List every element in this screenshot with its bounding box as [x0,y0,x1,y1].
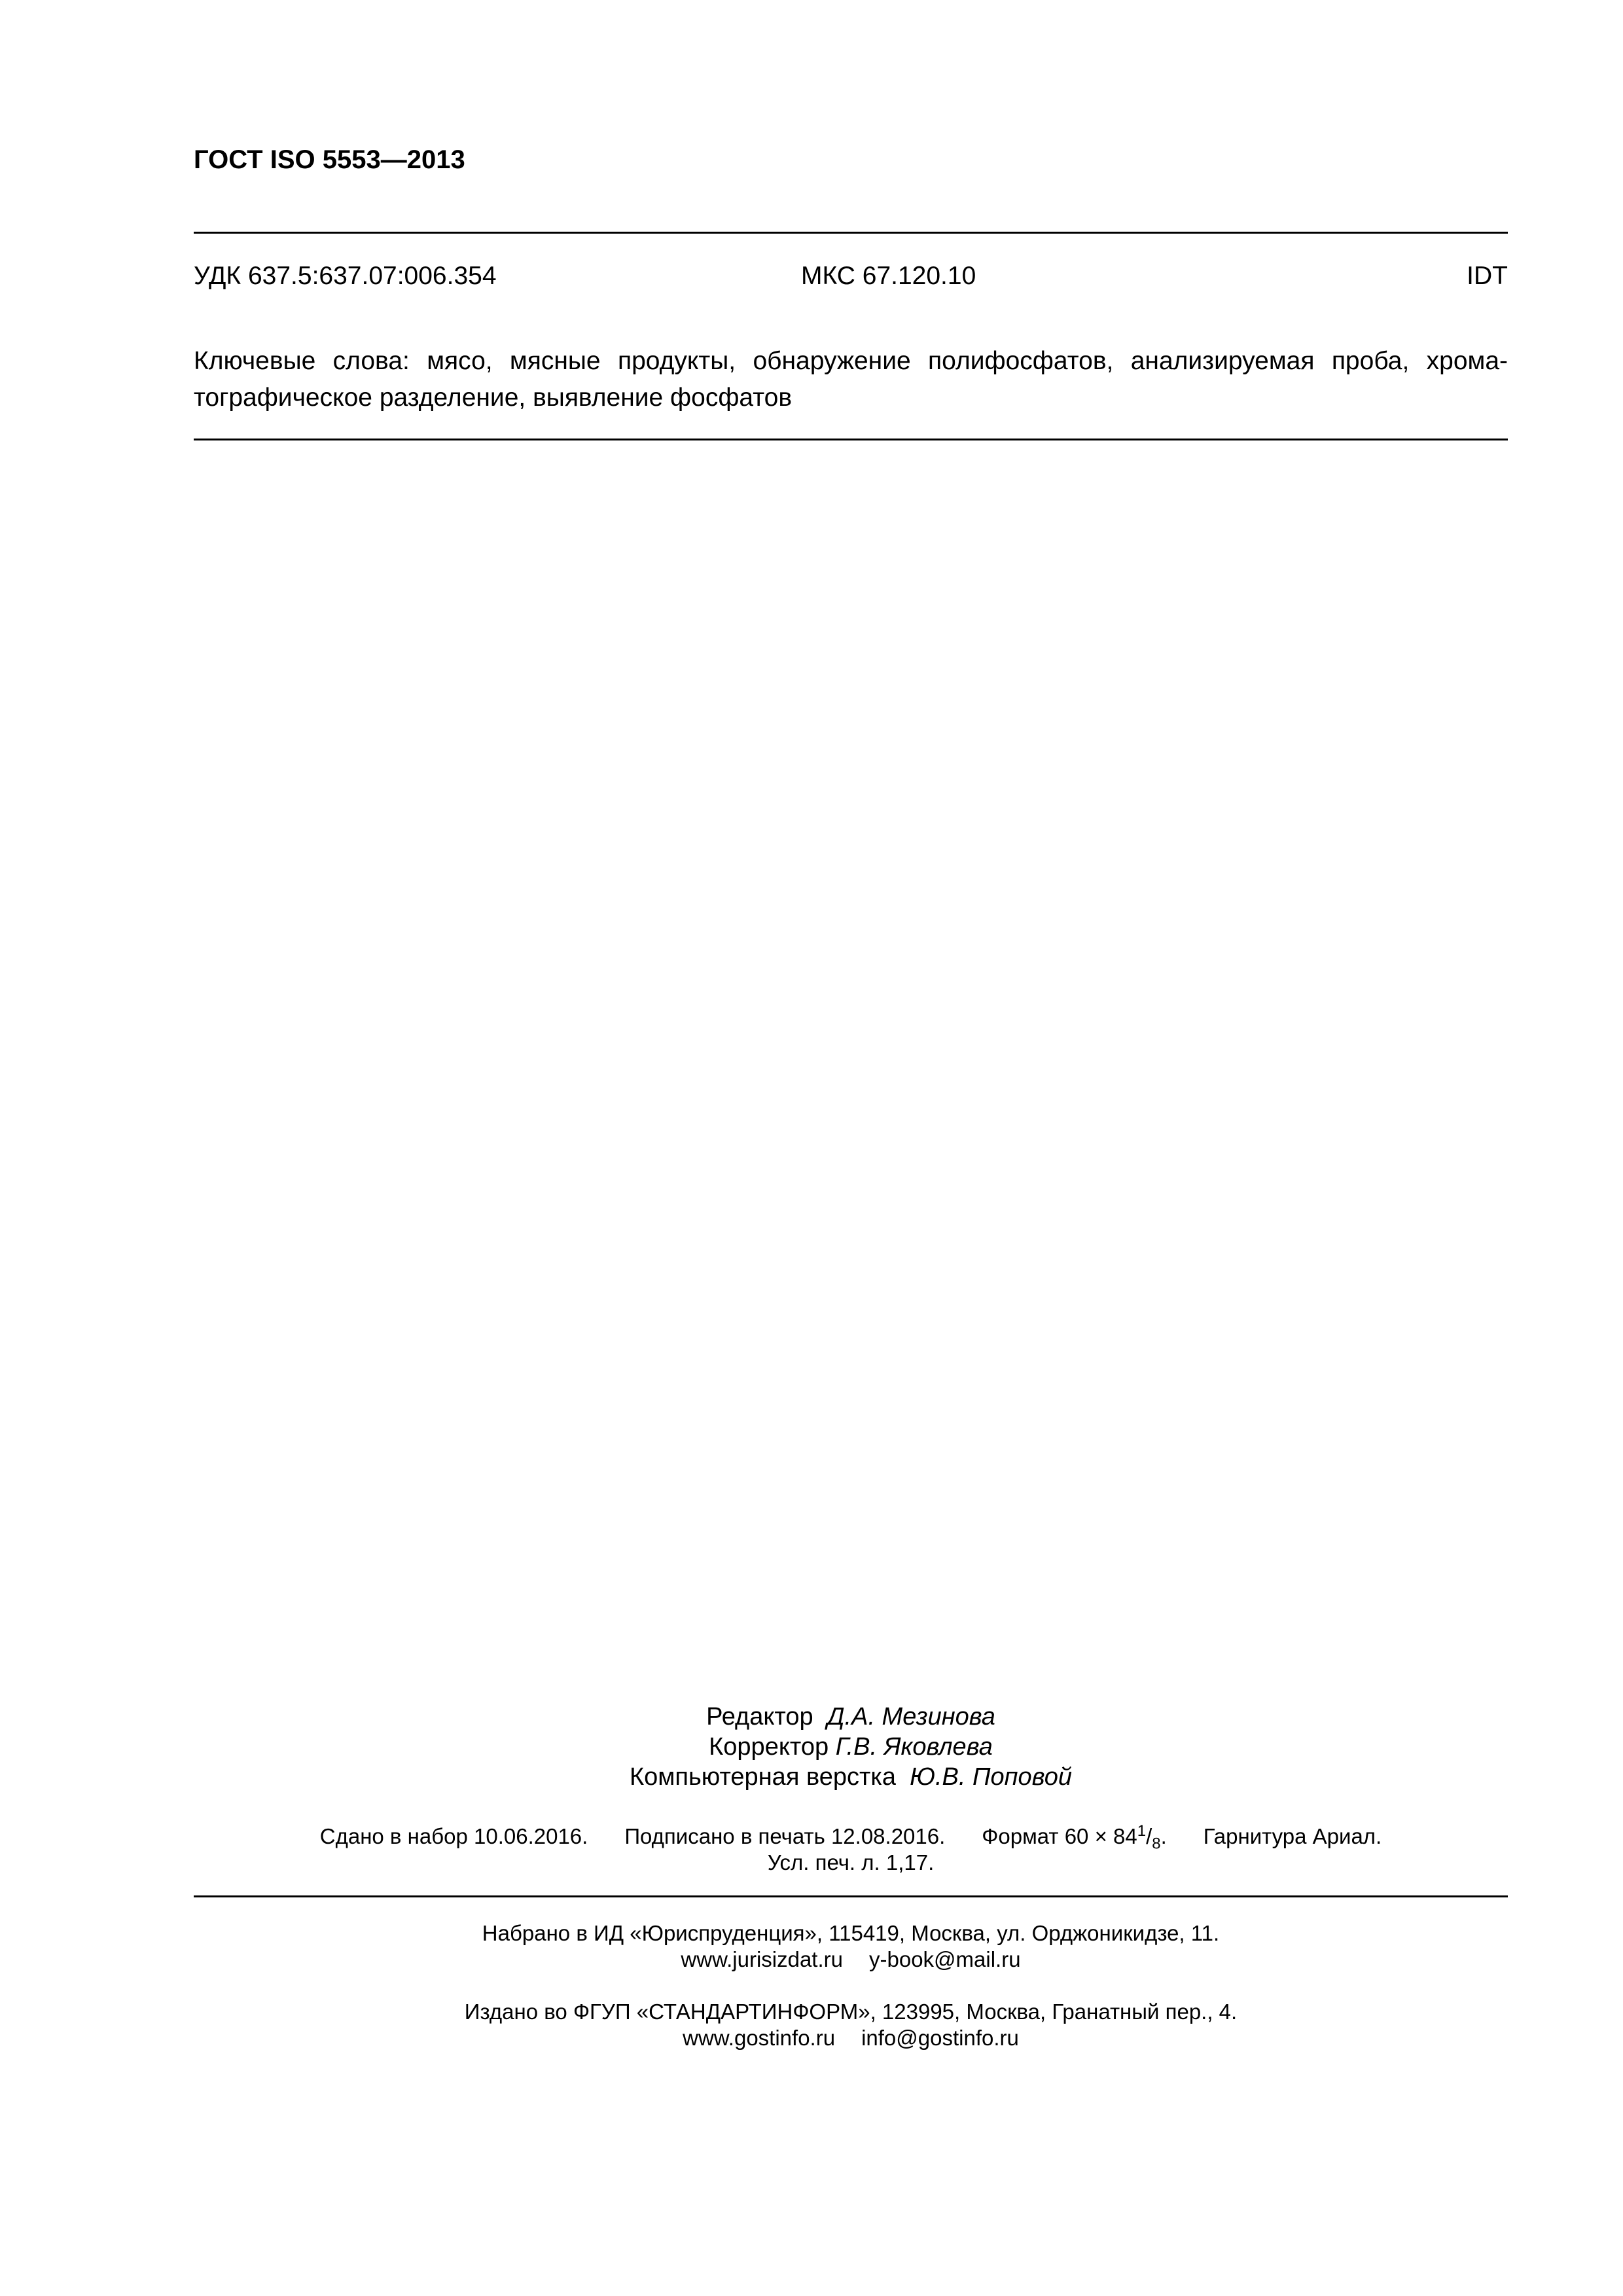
mks-code: МКС 67.120.10 [801,262,976,290]
publisher-site-link[interactable]: www.gostinfo.ru [683,2026,836,2050]
format-denominator: 8 [1152,1835,1161,1853]
publisher-contacts [194,2025,1508,2051]
submitted-date: Сдано в набор 10.06.2016. [319,1824,588,1848]
publisher-text: Издано во ФГУП «СТАНДАРТИНФОРМ», 123995, Москва, Гранатный пер., 4. [464,2000,1238,2024]
idt-code: IDT [1467,262,1508,290]
editor-label: Редактор [706,1703,813,1731]
classification-codes [194,260,1508,292]
print-info-block [194,1823,1508,1876]
keywords-paragraph [194,343,1508,416]
format-numerator: 1 [1137,1822,1147,1840]
sheets-row: Усл. печ. л. 1,17. [767,1850,935,1874]
imprint-divider [194,1895,1508,1897]
format-info [982,1822,1167,1853]
signed-date: Подписано в печать 12.08.2016. [624,1824,946,1848]
editor-name: Д.А. Мезинова [827,1703,995,1731]
top-divider [194,232,1508,234]
format-prefix: Формат 60 × 84 [982,1824,1137,1848]
print-info-row [194,1822,1508,1853]
publisher-email-link[interactable]: info@gostinfo.ru [861,2026,1019,2050]
publisher-block [194,1999,1508,2051]
udk-code: УДК 637.5:637.07:006.354 [194,262,497,290]
document-title: ГОСТ ISO 5553—2013 [194,145,465,174]
typeset-email-link[interactable]: y-book@mail.ru [869,1947,1021,1971]
corrector-label: Корректор [709,1733,829,1761]
layout-name: Ю.В. Поповой [910,1763,1072,1791]
typeset-text: Набрано в ИД «Юриспруденция», 115419, Москва, ул. Орджоникидзе, 11. [482,1921,1220,1945]
typeset-contacts [194,1946,1508,1973]
keywords-divider [194,439,1508,440]
keywords-line-1: Ключевые слова: мясо, мясные продукты, обнаружение полифосфатов, анализируемая проба, хрома- [194,347,1508,375]
typeface-info: Гарнитура Ариал. [1203,1824,1382,1848]
layout-row [194,1762,1508,1792]
format-slash: / [1146,1824,1152,1848]
typeset-site-link[interactable]: www.jurisizdat.ru [681,1947,843,1971]
editor-row [194,1702,1508,1732]
format-suffix: . [1160,1824,1167,1848]
keywords-line-2: тографическое разделение, выявление фосфатов [194,384,793,412]
corrector-name: Г.В. Яковлева [835,1733,993,1761]
typeset-block [194,1920,1508,1973]
layout-label: Компьютерная верстка [630,1763,896,1791]
credits-block [194,1702,1508,1792]
corrector-row [194,1732,1508,1762]
